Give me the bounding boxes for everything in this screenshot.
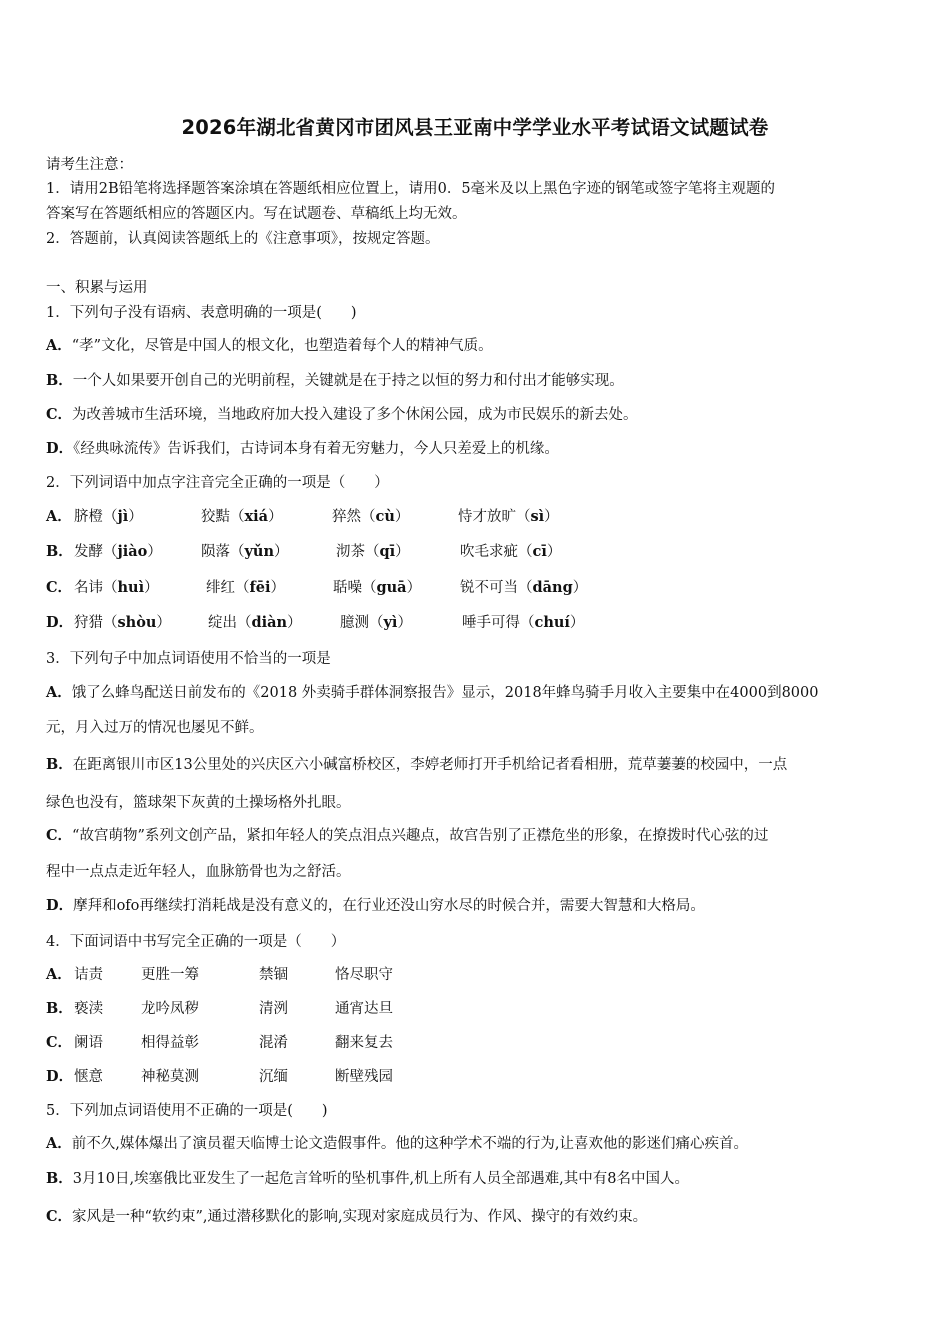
word-2: 龙吟凤秽 <box>141 1001 199 1017</box>
word-2: 神秘莫测 <box>141 1069 199 1085</box>
option-label: B． <box>46 372 73 389</box>
word-3: 聒噪（guā） <box>333 579 422 596</box>
question-1-stem: 1．下列句子没有语病、表意明确的一项是( ) <box>46 305 357 321</box>
question-5-option-b: B．3月10日,埃塞俄比亚发生了一起危言耸听的坠机事件,机上所有人员全部遇难,其中有8名中国人。 <box>46 1170 689 1187</box>
pinyin: yì <box>383 614 398 631</box>
word-1: 亵渎 <box>74 1001 103 1017</box>
word-2: 相得益彰 <box>141 1035 199 1051</box>
option-label: A． <box>46 508 72 525</box>
word-1: 名讳（huì） <box>74 579 159 596</box>
pinyin: dāng <box>532 579 573 596</box>
question-3-option-b-line-1: B．在距离银川市区13公里处的兴庆区六小碱富桥校区，李婷老师打开手机给记者看相册，荒草萋萋的校园中，一点 <box>46 756 788 773</box>
question-1-option-b: B．一个人如果要开创自己的光明前程，关键就是在于持之以恒的努力和付出才能够实现。 <box>46 372 624 389</box>
word-3: 臆测（yì） <box>340 614 412 631</box>
notice-item-1-line-2: 答案写在答题纸相应的答题区内。写在试题卷、草稿纸上均无效。 <box>46 206 467 222</box>
word-4: 通宵达旦 <box>335 1001 393 1017</box>
option-label: D． <box>46 440 74 457</box>
pinyin: jiào <box>117 543 148 560</box>
word-4: 恪尽职守 <box>335 967 393 983</box>
pinyin: xiá <box>244 508 269 525</box>
option-label: D． <box>46 614 74 631</box>
pinyin: guā <box>376 579 407 596</box>
word-3: 猝然（cù） <box>332 508 410 525</box>
page-title: 2026年湖北省黄冈市团风县王亚南中学学业水平考试语文试题试卷 <box>181 116 769 139</box>
word-3: 混淆 <box>259 1035 288 1051</box>
option-label: D． <box>46 897 74 914</box>
pinyin: yǔn <box>244 543 275 560</box>
word-4: 翻来复去 <box>335 1035 393 1051</box>
option-label: C． <box>46 406 73 423</box>
pinyin: fēi <box>249 579 271 596</box>
word-4: 吹毛求疵（cī） <box>460 543 562 560</box>
option-label: B． <box>46 1000 73 1017</box>
word-1: 惬意 <box>74 1069 103 1085</box>
notice-item-2: 2．答题前，认真阅读答题纸上的《注意事项》，按规定答题。 <box>46 231 440 247</box>
question-1-option-c: C．为改善城市生活环境，当地政府加大投入建设了多个休闲公园，成为市民娱乐的新去处。 <box>46 406 638 423</box>
pinyin: shòu <box>117 614 157 631</box>
word-4: 恃才放旷（sì） <box>458 508 559 525</box>
question-5-stem: 5．下列加点词语使用不正确的一项是( ) <box>46 1103 328 1119</box>
word-2: 绯红（fēi） <box>206 579 285 596</box>
notice-item-1-line-1: 1．请用2B铅笔将选择题答案涂填在答题纸相应位置上，请用0．5毫米及以上黑色字迹的钢笔或签字笔将主观题的 <box>46 181 776 197</box>
question-3-option-a-line-2: 元，月入过万的情况也屡见不鲜。 <box>46 720 264 736</box>
option-label: C． <box>46 1208 73 1225</box>
pinyin: diàn <box>251 614 288 631</box>
pinyin: cī <box>532 543 547 560</box>
option-label: B． <box>46 1170 73 1187</box>
option-label: C． <box>46 579 73 596</box>
word-4: 唾手可得（chuí） <box>462 614 585 631</box>
question-1-option-d: D．《经典咏流传》告诉我们，古诗词本身有着无穷魅力，今人只差爱上的机缘。 <box>46 440 559 457</box>
question-3-option-b-line-2: 绿色也没有，篮球架下灰黄的土操场格外扎眼。 <box>46 795 351 811</box>
pinyin: qī <box>379 543 396 560</box>
notice-heading: 请考生注意： <box>46 157 133 173</box>
pinyin: cù <box>375 508 395 525</box>
option-label: A． <box>46 337 72 354</box>
option-label: A． <box>46 1135 72 1152</box>
question-5-option-c: C．家风是一种“软约束”,通过潜移默化的影响,实现对家庭成员行为、作风、操守的有效约束。 <box>46 1208 648 1225</box>
word-2: 陨落（yǔn） <box>201 543 289 560</box>
word-2: 更胜一筹 <box>141 967 199 983</box>
question-4-stem: 4．下面词语中书写完全正确的一项是（ ） <box>46 934 346 950</box>
pinyin: jì <box>117 508 129 525</box>
option-label: A． <box>46 966 72 983</box>
option-label: C． <box>46 1034 73 1051</box>
question-3-option-a-line-1: A．饿了么蜂鸟配送日前发布的《2018 外卖骑手群体洞察报告》显示，2018年蜂鸟骑手月收入主要集中在4000到8000 <box>46 684 819 701</box>
word-3: 禁锢 <box>259 967 288 983</box>
option-label: D． <box>46 1068 74 1085</box>
question-3-option-c-line-1: C．“故宫萌物”系列文创产品，紧扣年轻人的笑点泪点兴趣点，故宫告别了正襟危坐的形象，在撩拨时代心弦的过 <box>46 827 769 844</box>
question-3-option-d: D．摩拜和ofo再继续打消耗战是没有意义的，在行业还没山穷水尽的时候合并，需要大智慧和大格局。 <box>46 897 705 914</box>
word-3: 沏茶（qī） <box>336 543 410 560</box>
question-3-stem: 3．下列句子中加点词语使用不恰当的一项是 <box>46 651 331 667</box>
pinyin: sì <box>530 508 545 525</box>
word-3: 清洌 <box>259 1001 288 1017</box>
question-1-option-a: A．“孝”文化，尽管是中国人的根文化，也塑造着每个人的精神气质。 <box>46 337 493 354</box>
question-5-option-a: A．前不久,媒体爆出了演员翟天临博士论文造假事件。他的这种学术不端的行为,让喜欢他的影迷们痛心疾首。 <box>46 1135 748 1152</box>
word-4: 断壁残园 <box>335 1069 393 1085</box>
word-2: 绽出（diàn） <box>208 614 302 631</box>
word-2: 狡黠（xiá） <box>201 508 283 525</box>
word-1: 阑语 <box>74 1035 103 1051</box>
option-label: B． <box>46 543 73 560</box>
pinyin: huì <box>117 579 145 596</box>
question-3-option-c-line-2: 程中一点点走近年轻人，血脉筋骨也为之舒活。 <box>46 864 351 880</box>
word-1: 诘责 <box>74 967 103 983</box>
option-label: C． <box>46 827 73 844</box>
option-label: B． <box>46 756 73 773</box>
word-1: 脐橙（jì） <box>74 508 143 525</box>
word-1: 狩猎（shòu） <box>74 614 171 631</box>
word-3: 沉缅 <box>259 1069 288 1085</box>
option-label: A． <box>46 684 72 701</box>
word-1: 发酵（jiào） <box>74 543 162 560</box>
word-4: 锐不可当（dāng） <box>460 579 588 596</box>
question-2-stem: 2．下列词语中加点字注音完全正确的一项是（ ） <box>46 475 389 491</box>
section-heading: 一、积累与运用 <box>46 280 148 296</box>
pinyin: chuí <box>534 614 570 631</box>
